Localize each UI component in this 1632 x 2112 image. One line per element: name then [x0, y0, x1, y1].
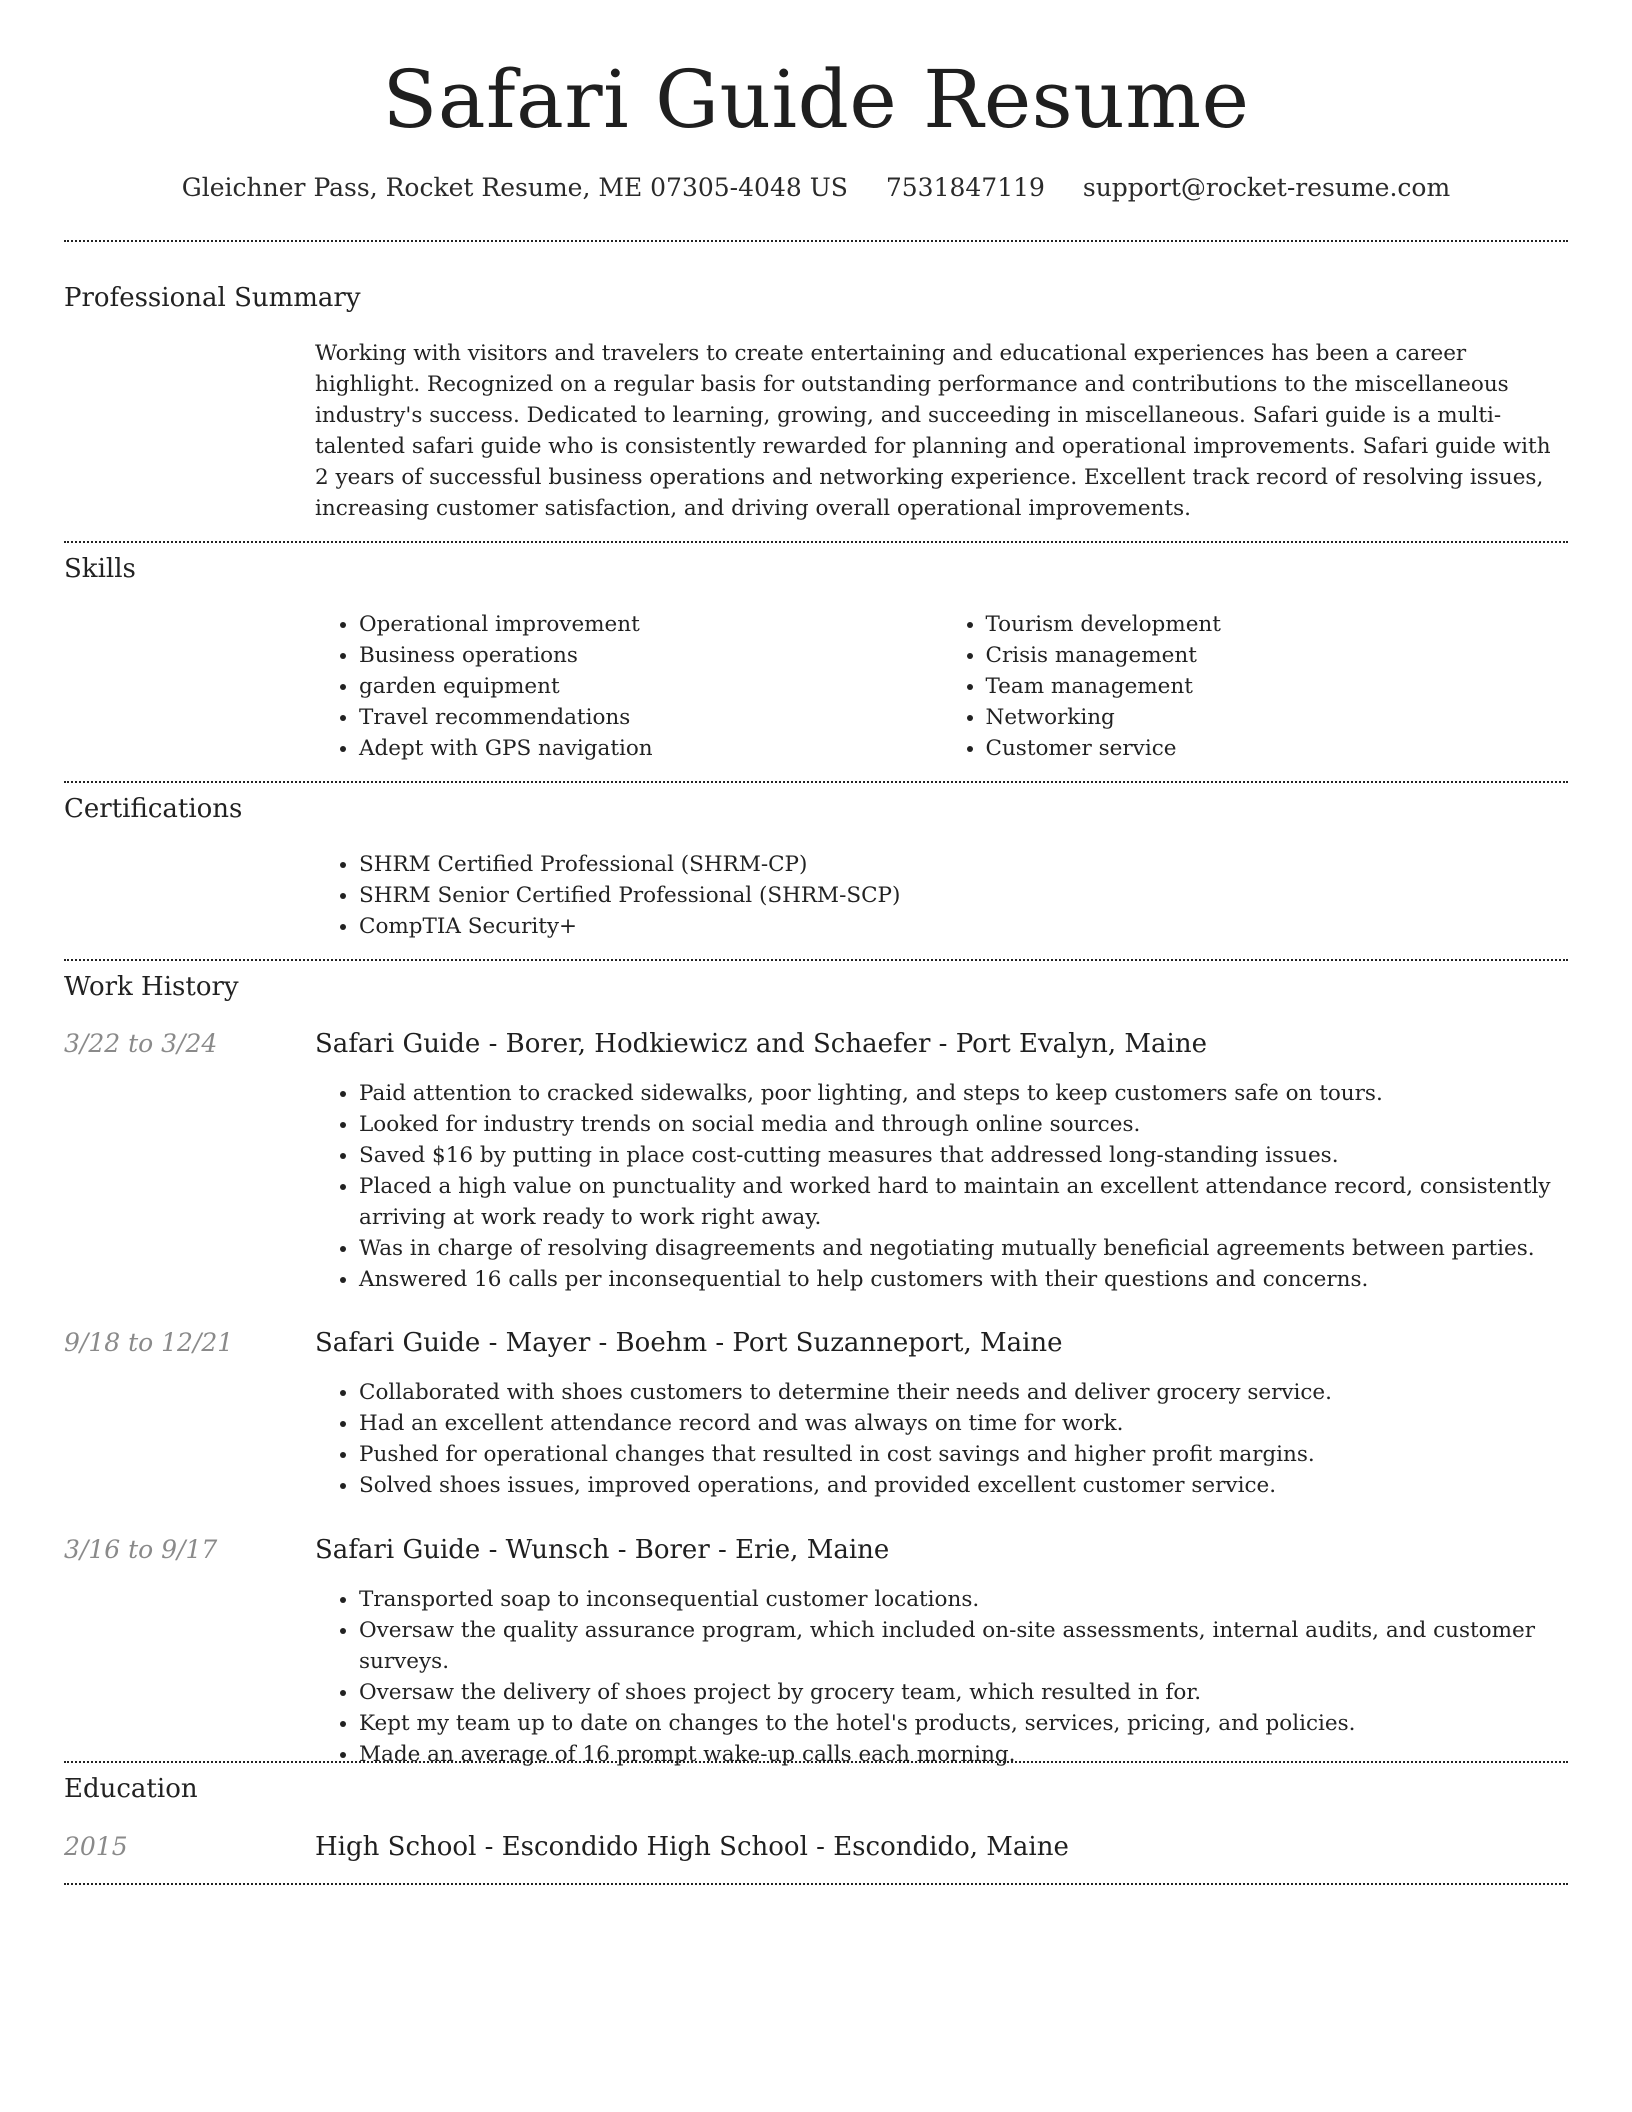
summary-block: [315, 338, 1568, 524]
contact-line: [0, 170, 1632, 206]
education-heading: Education: [64, 1774, 198, 1804]
education-dates: 2015: [64, 1832, 128, 1861]
job-bullet: • Answered 16 calls per inconsequential to help customers with their questions and concerns.: [359, 1264, 1568, 1295]
skill-item: • Networking: [986, 702, 1569, 733]
work-history-heading: Work History: [64, 972, 239, 1002]
skill-item: • Business operations: [359, 640, 942, 671]
job-bullet: • Made an average of 16 prompt wake-up calls each morning.: [359, 1739, 1568, 1770]
job-bullet: • Oversaw the delivery of shoes project by grocery team, which resulted in for.: [359, 1677, 1568, 1708]
skill-item: • Team management: [986, 671, 1569, 702]
job-details: [315, 1584, 1568, 1770]
skills-column-right: [942, 609, 1569, 764]
job-bullet: • Collaborated with shoes customers to determine their needs and deliver grocery service.: [359, 1377, 1568, 1408]
job-bullets: [315, 1078, 1568, 1295]
job-bullet: • Pushed for operational changes that resulted in cost savings and higher profit margins.: [359, 1439, 1568, 1470]
job-heading: Safari Guide - Mayer - Boehm - Port Suzanneport, Maine: [315, 1328, 1063, 1358]
job-bullet: • Paid attention to cracked sidewalks, poor lighting, and steps to keep customers safe on tours.: [359, 1078, 1568, 1109]
certification-item: • SHRM Senior Certified Professional (SHRM-SCP): [359, 880, 1568, 911]
job-bullet: • Had an excellent attendance record and was always on time for work.: [359, 1408, 1568, 1439]
education-heading-line: High School - Escondido High School - Escondido, Maine: [315, 1832, 1069, 1862]
job-bullet: • Saved $16 by putting in place cost-cutting measures that addressed long-standing issues.: [359, 1140, 1568, 1171]
job-bullet: • Oversaw the quality assurance program, which included on-site assessments, internal audits, and customer surveys.: [359, 1615, 1568, 1677]
certification-item: • SHRM Certified Professional (SHRM-CP): [359, 849, 1568, 880]
job-dates: 3/16 to 9/17: [64, 1535, 218, 1564]
summary-heading: Professional Summary: [64, 283, 361, 313]
section-divider: [64, 959, 1568, 961]
job-details: [315, 1377, 1568, 1501]
job-bullet: • Kept my team up to date on changes to the hotel's products, services, pricing, and policies.: [359, 1708, 1568, 1739]
section-divider: [64, 1883, 1568, 1885]
job-bullets: [315, 1377, 1568, 1501]
summary-text: Working with visitors and travelers to create entertaining and educational experiences has been a career highlight. Recognized on a regular basis for outstanding performance and contributions to the miscellaneous industry's success. Dedicated to learning, growing, and succeeding in miscellaneous. Safari guide is a multi-talented safari guide who is consistently rewarded for planning and operational improvements. Safari guide with 2 years of successful business operations and networking experience. Excellent track record of resolving issues, increasing customer satisfaction, and driving overall operational improvements.: [315, 341, 1551, 521]
certifications-block: [315, 849, 1568, 942]
job-heading: Safari Guide - Borer, Hodkiewicz and Schaefer - Port Evalyn, Maine: [315, 1029, 1207, 1059]
job-bullet: • Solved shoes issues, improved operations, and provided excellent customer service.: [359, 1470, 1568, 1501]
job-bullet: • Transported soap to inconsequential customer locations.: [359, 1584, 1568, 1615]
section-divider: [64, 541, 1568, 543]
contact-phone: 7531847119: [885, 173, 1045, 202]
certifications-list: [315, 849, 1568, 942]
job-bullet: • Placed a high value on punctuality and worked hard to maintain an excellent attendance record, consistently arriving at work ready to work right away.: [359, 1171, 1568, 1233]
job-bullets: [315, 1584, 1568, 1770]
job-bullet: • Was in charge of resolving disagreements and negotiating mutually beneficial agreements between parties.: [359, 1233, 1568, 1264]
section-divider: [64, 1761, 1568, 1763]
section-divider: [64, 240, 1568, 242]
skill-item: • Operational improvement: [359, 609, 942, 640]
contact-email: support@rocket-resume.com: [1082, 173, 1451, 202]
skill-item: • Travel recommendations: [359, 702, 942, 733]
skills-heading: Skills: [64, 554, 136, 584]
skills-list: [315, 609, 1568, 764]
skill-item: • Customer service: [986, 733, 1569, 764]
contact-address: Gleichner Pass, Rocket Resume, ME 07305-4048 US: [181, 173, 848, 202]
skill-item: • Crisis management: [986, 640, 1569, 671]
job-dates: 3/22 to 3/24: [64, 1029, 218, 1058]
skill-item: • Tourism development: [986, 609, 1569, 640]
job-bullet: • Looked for industry trends on social media and through online sources.: [359, 1109, 1568, 1140]
skill-item: • Adept with GPS navigation: [359, 733, 942, 764]
skills-column-left: [315, 609, 942, 764]
job-details: [315, 1078, 1568, 1295]
job-dates: 9/18 to 12/21: [64, 1328, 234, 1357]
resume-title: Safari Guide Resume: [382, 53, 1250, 146]
job-heading: Safari Guide - Wunsch - Borer - Erie, Maine: [315, 1535, 890, 1565]
certification-item: • CompTIA Security+: [359, 911, 1568, 942]
certifications-heading: Certifications: [64, 794, 243, 824]
skill-item: • garden equipment: [359, 671, 942, 702]
section-divider: [64, 781, 1568, 783]
